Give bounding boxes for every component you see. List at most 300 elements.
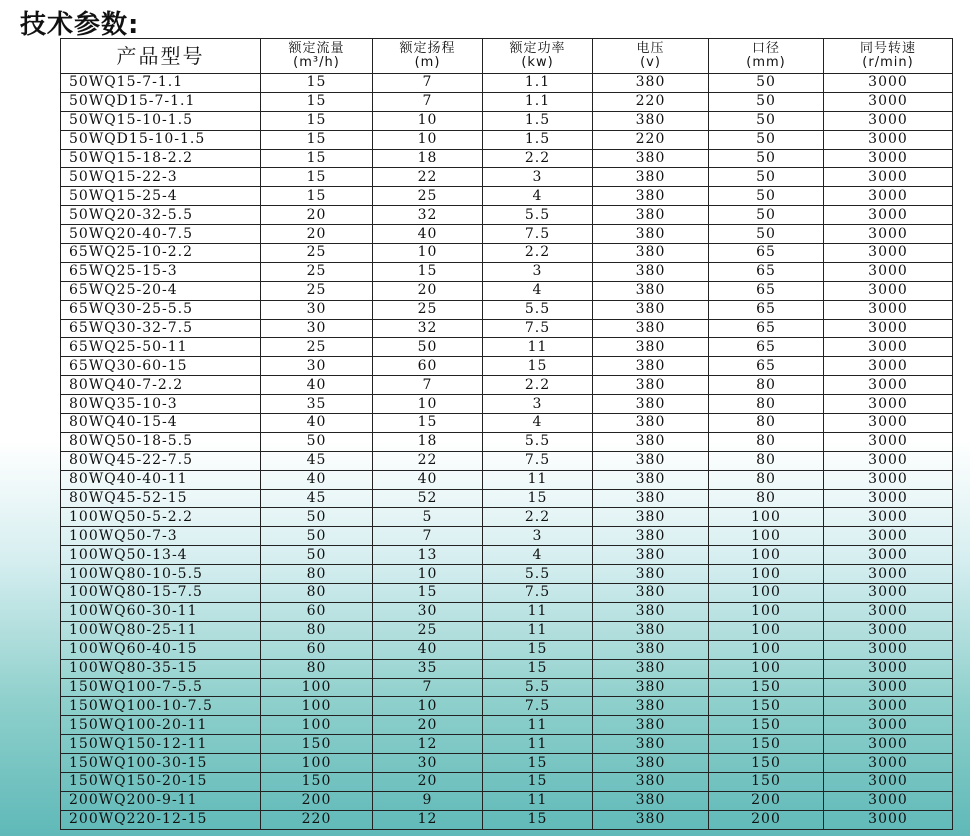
cell-voltage: 380 <box>593 432 709 451</box>
cell-model: 150WQ100-10-7.5 <box>61 697 261 716</box>
cell-head: 22 <box>373 451 483 470</box>
cell-voltage: 380 <box>593 659 709 678</box>
cell-power: 2.2 <box>483 376 593 395</box>
cell-caliber: 50 <box>709 149 824 168</box>
cell-flow: 50 <box>261 546 373 565</box>
cell-power: 11 <box>483 791 593 810</box>
cell-flow: 40 <box>261 470 373 489</box>
cell-head: 10 <box>373 244 483 263</box>
cell-flow: 35 <box>261 395 373 414</box>
cell-head: 30 <box>373 602 483 621</box>
cell-model: 150WQ100-30-15 <box>61 754 261 773</box>
cell-head: 7 <box>373 74 483 93</box>
cell-power: 5.5 <box>483 300 593 319</box>
cell-model: 100WQ80-15-7.5 <box>61 584 261 603</box>
cell-voltage: 380 <box>593 470 709 489</box>
cell-head: 30 <box>373 754 483 773</box>
cell-flow: 25 <box>261 338 373 357</box>
cell-model: 100WQ80-10-5.5 <box>61 565 261 584</box>
cell-caliber: 150 <box>709 716 824 735</box>
header-caliber-unit: (mm) <box>746 55 786 70</box>
cell-head: 7 <box>373 92 483 111</box>
cell-head: 10 <box>373 697 483 716</box>
cell-speed: 3000 <box>824 149 953 168</box>
cell-flow: 15 <box>261 187 373 206</box>
cell-caliber: 65 <box>709 300 824 319</box>
header-flow-label: 额定流量 <box>288 41 345 56</box>
cell-power: 4 <box>483 546 593 565</box>
cell-caliber: 100 <box>709 527 824 546</box>
table-row <box>61 565 953 584</box>
cell-speed: 3000 <box>824 754 953 773</box>
table-row <box>61 527 953 546</box>
header-speed-label: 同号转速 <box>859 41 916 56</box>
cell-voltage: 380 <box>593 451 709 470</box>
cell-power: 15 <box>483 754 593 773</box>
cell-caliber: 80 <box>709 470 824 489</box>
cell-flow: 20 <box>261 225 373 244</box>
header-power <box>483 39 593 74</box>
cell-voltage: 220 <box>593 130 709 149</box>
cell-model: 100WQ60-40-15 <box>61 640 261 659</box>
cell-model: 100WQ60-30-11 <box>61 602 261 621</box>
cell-caliber: 50 <box>709 111 824 130</box>
cell-head: 10 <box>373 130 483 149</box>
cell-caliber: 80 <box>709 414 824 433</box>
cell-speed: 3000 <box>824 130 953 149</box>
cell-speed: 3000 <box>824 395 953 414</box>
spec-table <box>60 38 953 830</box>
cell-speed: 3000 <box>824 376 953 395</box>
cell-speed: 3000 <box>824 584 953 603</box>
cell-caliber: 65 <box>709 338 824 357</box>
table-row <box>61 470 953 489</box>
cell-head: 5 <box>373 508 483 527</box>
cell-flow: 15 <box>261 168 373 187</box>
cell-voltage: 380 <box>593 810 709 829</box>
cell-flow: 50 <box>261 527 373 546</box>
cell-head: 7 <box>373 376 483 395</box>
cell-flow: 25 <box>261 244 373 263</box>
cell-voltage: 380 <box>593 565 709 584</box>
cell-speed: 3000 <box>824 508 953 527</box>
cell-caliber: 80 <box>709 376 824 395</box>
cell-head: 35 <box>373 659 483 678</box>
cell-flow: 100 <box>261 678 373 697</box>
table-row <box>61 338 953 357</box>
cell-voltage: 380 <box>593 74 709 93</box>
cell-speed: 3000 <box>824 602 953 621</box>
cell-power: 4 <box>483 281 593 300</box>
cell-model: 50WQ15-10-1.5 <box>61 111 261 130</box>
cell-speed: 3000 <box>824 111 953 130</box>
header-voltage-label: 电压 <box>636 41 665 56</box>
cell-model: 65WQ25-10-2.2 <box>61 244 261 263</box>
cell-flow: 60 <box>261 602 373 621</box>
cell-model: 100WQ80-25-11 <box>61 621 261 640</box>
cell-voltage: 380 <box>593 206 709 225</box>
table-row <box>61 697 953 716</box>
cell-flow: 80 <box>261 659 373 678</box>
cell-voltage: 380 <box>593 678 709 697</box>
cell-model: 50WQ15-7-1.1 <box>61 74 261 93</box>
cell-model: 80WQ45-22-7.5 <box>61 451 261 470</box>
cell-head: 18 <box>373 432 483 451</box>
cell-speed: 3000 <box>824 319 953 338</box>
cell-speed: 3000 <box>824 225 953 244</box>
cell-head: 12 <box>373 735 483 754</box>
cell-caliber: 65 <box>709 262 824 281</box>
cell-head: 13 <box>373 546 483 565</box>
cell-head: 32 <box>373 319 483 338</box>
table-row <box>61 206 953 225</box>
cell-speed: 3000 <box>824 432 953 451</box>
header-model: 产品型号 <box>61 39 261 74</box>
cell-speed: 3000 <box>824 206 953 225</box>
cell-model: 100WQ50-5-2.2 <box>61 508 261 527</box>
cell-flow: 40 <box>261 376 373 395</box>
cell-power: 11 <box>483 621 593 640</box>
cell-speed: 3000 <box>824 281 953 300</box>
cell-power: 11 <box>483 735 593 754</box>
cell-caliber: 100 <box>709 621 824 640</box>
cell-power: 15 <box>483 357 593 376</box>
cell-model: 50WQ20-32-5.5 <box>61 206 261 225</box>
cell-flow: 30 <box>261 319 373 338</box>
table-row <box>61 621 953 640</box>
cell-flow: 45 <box>261 451 373 470</box>
cell-voltage: 380 <box>593 754 709 773</box>
cell-model: 65WQ25-20-4 <box>61 281 261 300</box>
table-row <box>61 678 953 697</box>
header-head-label: 额定扬程 <box>399 41 456 56</box>
table-row <box>61 225 953 244</box>
cell-speed: 3000 <box>824 697 953 716</box>
cell-caliber: 80 <box>709 451 824 470</box>
cell-head: 22 <box>373 168 483 187</box>
table-row <box>61 772 953 791</box>
header-flow-unit: (m³/h) <box>293 55 340 70</box>
cell-caliber: 80 <box>709 489 824 508</box>
header-voltage <box>593 39 709 74</box>
table-row <box>61 432 953 451</box>
cell-model: 50WQD15-7-1.1 <box>61 92 261 111</box>
cell-power: 15 <box>483 810 593 829</box>
header-speed <box>824 39 953 74</box>
cell-power: 4 <box>483 414 593 433</box>
header-voltage-unit: (v) <box>640 55 661 70</box>
cell-voltage: 380 <box>593 584 709 603</box>
header-caliber-label: 口径 <box>751 41 780 56</box>
cell-model: 200WQ200-9-11 <box>61 791 261 810</box>
header-power-label: 额定功率 <box>509 41 566 56</box>
cell-voltage: 380 <box>593 716 709 735</box>
cell-voltage: 380 <box>593 187 709 206</box>
cell-speed: 3000 <box>824 300 953 319</box>
cell-power: 5.5 <box>483 432 593 451</box>
cell-power: 3 <box>483 262 593 281</box>
cell-head: 40 <box>373 640 483 659</box>
cell-voltage: 380 <box>593 489 709 508</box>
cell-flow: 30 <box>261 357 373 376</box>
table-row <box>61 92 953 111</box>
cell-speed: 3000 <box>824 810 953 829</box>
cell-head: 15 <box>373 584 483 603</box>
cell-head: 9 <box>373 791 483 810</box>
cell-flow: 200 <box>261 791 373 810</box>
header-head-unit: (m) <box>414 55 441 70</box>
cell-voltage: 380 <box>593 319 709 338</box>
cell-power: 11 <box>483 716 593 735</box>
cell-speed: 3000 <box>824 659 953 678</box>
cell-model: 100WQ80-35-15 <box>61 659 261 678</box>
cell-model: 80WQ40-7-2.2 <box>61 376 261 395</box>
cell-voltage: 220 <box>593 92 709 111</box>
cell-speed: 3000 <box>824 338 953 357</box>
cell-flow: 50 <box>261 432 373 451</box>
cell-head: 25 <box>373 300 483 319</box>
cell-power: 1.5 <box>483 130 593 149</box>
cell-caliber: 80 <box>709 432 824 451</box>
cell-speed: 3000 <box>824 470 953 489</box>
cell-caliber: 50 <box>709 130 824 149</box>
cell-model: 80WQ45-52-15 <box>61 489 261 508</box>
cell-speed: 3000 <box>824 262 953 281</box>
cell-head: 10 <box>373 111 483 130</box>
cell-flow: 60 <box>261 640 373 659</box>
cell-voltage: 380 <box>593 414 709 433</box>
cell-voltage: 380 <box>593 395 709 414</box>
header-flow <box>261 39 373 74</box>
cell-speed: 3000 <box>824 414 953 433</box>
cell-power: 2.2 <box>483 149 593 168</box>
cell-model: 65WQ30-25-5.5 <box>61 300 261 319</box>
cell-caliber: 80 <box>709 395 824 414</box>
cell-model: 65WQ30-32-7.5 <box>61 319 261 338</box>
table-body <box>61 74 953 830</box>
table-row <box>61 281 953 300</box>
table-row <box>61 300 953 319</box>
cell-power: 11 <box>483 602 593 621</box>
cell-caliber: 65 <box>709 357 824 376</box>
cell-power: 3 <box>483 168 593 187</box>
cell-model: 80WQ40-15-4 <box>61 414 261 433</box>
cell-voltage: 380 <box>593 527 709 546</box>
cell-head: 25 <box>373 187 483 206</box>
cell-voltage: 380 <box>593 735 709 754</box>
table-row <box>61 584 953 603</box>
cell-caliber: 50 <box>709 206 824 225</box>
cell-power: 11 <box>483 338 593 357</box>
cell-caliber: 100 <box>709 602 824 621</box>
cell-voltage: 380 <box>593 168 709 187</box>
cell-caliber: 100 <box>709 659 824 678</box>
table-row <box>61 168 953 187</box>
header-caliber <box>709 39 824 74</box>
cell-speed: 3000 <box>824 716 953 735</box>
cell-head: 52 <box>373 489 483 508</box>
cell-flow: 150 <box>261 772 373 791</box>
cell-caliber: 50 <box>709 225 824 244</box>
cell-caliber: 65 <box>709 281 824 300</box>
cell-head: 25 <box>373 621 483 640</box>
table-row <box>61 111 953 130</box>
cell-caliber: 150 <box>709 772 824 791</box>
cell-voltage: 380 <box>593 357 709 376</box>
cell-speed: 3000 <box>824 678 953 697</box>
table-row <box>61 602 953 621</box>
cell-model: 150WQ100-20-11 <box>61 716 261 735</box>
table-row <box>61 262 953 281</box>
cell-flow: 100 <box>261 754 373 773</box>
table-row <box>61 395 953 414</box>
table-row <box>61 187 953 206</box>
cell-voltage: 380 <box>593 338 709 357</box>
cell-speed: 3000 <box>824 244 953 263</box>
cell-speed: 3000 <box>824 92 953 111</box>
cell-caliber: 150 <box>709 697 824 716</box>
cell-speed: 3000 <box>824 772 953 791</box>
table-header-row <box>61 39 953 74</box>
cell-head: 40 <box>373 470 483 489</box>
cell-voltage: 380 <box>593 262 709 281</box>
table-row <box>61 508 953 527</box>
cell-voltage: 380 <box>593 772 709 791</box>
cell-head: 7 <box>373 527 483 546</box>
cell-model: 50WQ15-18-2.2 <box>61 149 261 168</box>
cell-model: 50WQ20-40-7.5 <box>61 225 261 244</box>
cell-model: 80WQ40-40-11 <box>61 470 261 489</box>
cell-head: 10 <box>373 565 483 584</box>
cell-flow: 50 <box>261 508 373 527</box>
header-speed-unit: (r/min) <box>862 55 914 70</box>
cell-flow: 15 <box>261 74 373 93</box>
table-row <box>61 791 953 810</box>
cell-head: 15 <box>373 262 483 281</box>
cell-caliber: 200 <box>709 810 824 829</box>
cell-voltage: 380 <box>593 546 709 565</box>
cell-flow: 80 <box>261 621 373 640</box>
cell-model: 50WQ15-22-3 <box>61 168 261 187</box>
cell-power: 5.5 <box>483 565 593 584</box>
cell-model: 50WQD15-10-1.5 <box>61 130 261 149</box>
cell-model: 150WQ150-12-11 <box>61 735 261 754</box>
cell-voltage: 380 <box>593 244 709 263</box>
cell-power: 4 <box>483 187 593 206</box>
cell-voltage: 380 <box>593 508 709 527</box>
cell-speed: 3000 <box>824 640 953 659</box>
table-row <box>61 659 953 678</box>
cell-flow: 30 <box>261 300 373 319</box>
cell-flow: 15 <box>261 92 373 111</box>
cell-caliber: 150 <box>709 735 824 754</box>
cell-speed: 3000 <box>824 168 953 187</box>
cell-power: 15 <box>483 659 593 678</box>
cell-head: 50 <box>373 338 483 357</box>
table-row <box>61 74 953 93</box>
cell-model: 100WQ50-13-4 <box>61 546 261 565</box>
cell-head: 15 <box>373 414 483 433</box>
cell-flow: 15 <box>261 111 373 130</box>
cell-power: 5.5 <box>483 206 593 225</box>
table-row <box>61 130 953 149</box>
cell-speed: 3000 <box>824 357 953 376</box>
cell-speed: 3000 <box>824 187 953 206</box>
cell-flow: 80 <box>261 565 373 584</box>
cell-flow: 220 <box>261 810 373 829</box>
cell-voltage: 380 <box>593 640 709 659</box>
cell-model: 100WQ50-7-3 <box>61 527 261 546</box>
cell-head: 40 <box>373 225 483 244</box>
cell-model: 150WQ100-7-5.5 <box>61 678 261 697</box>
cell-flow: 100 <box>261 716 373 735</box>
cell-power: 1.1 <box>483 74 593 93</box>
cell-caliber: 50 <box>709 187 824 206</box>
cell-speed: 3000 <box>824 565 953 584</box>
cell-caliber: 50 <box>709 74 824 93</box>
cell-head: 12 <box>373 810 483 829</box>
cell-speed: 3000 <box>824 451 953 470</box>
header-head <box>373 39 483 74</box>
cell-speed: 3000 <box>824 791 953 810</box>
cell-flow: 80 <box>261 584 373 603</box>
header-power-unit: (kw) <box>521 55 554 70</box>
cell-voltage: 380 <box>593 621 709 640</box>
cell-voltage: 380 <box>593 697 709 716</box>
cell-power: 7.5 <box>483 584 593 603</box>
cell-flow: 45 <box>261 489 373 508</box>
table-row <box>61 376 953 395</box>
cell-speed: 3000 <box>824 489 953 508</box>
cell-caliber: 50 <box>709 92 824 111</box>
cell-flow: 25 <box>261 262 373 281</box>
cell-power: 2.2 <box>483 508 593 527</box>
cell-caliber: 65 <box>709 244 824 263</box>
cell-caliber: 100 <box>709 640 824 659</box>
cell-power: 7.5 <box>483 225 593 244</box>
cell-head: 10 <box>373 395 483 414</box>
cell-caliber: 50 <box>709 168 824 187</box>
table-row <box>61 451 953 470</box>
cell-voltage: 380 <box>593 376 709 395</box>
cell-power: 11 <box>483 470 593 489</box>
table-row <box>61 319 953 338</box>
cell-head: 60 <box>373 357 483 376</box>
cell-flow: 40 <box>261 414 373 433</box>
cell-speed: 3000 <box>824 74 953 93</box>
cell-flow: 150 <box>261 735 373 754</box>
cell-head: 18 <box>373 149 483 168</box>
table-row <box>61 546 953 565</box>
cell-power: 3 <box>483 395 593 414</box>
cell-head: 20 <box>373 716 483 735</box>
cell-power: 3 <box>483 527 593 546</box>
cell-voltage: 380 <box>593 300 709 319</box>
cell-power: 7.5 <box>483 451 593 470</box>
cell-power: 7.5 <box>483 319 593 338</box>
cell-caliber: 150 <box>709 754 824 773</box>
cell-model: 80WQ35-10-3 <box>61 395 261 414</box>
cell-caliber: 150 <box>709 678 824 697</box>
cell-model: 150WQ150-20-15 <box>61 772 261 791</box>
cell-flow: 25 <box>261 281 373 300</box>
table-row <box>61 754 953 773</box>
cell-voltage: 380 <box>593 281 709 300</box>
table-row <box>61 244 953 263</box>
cell-model: 65WQ30-60-15 <box>61 357 261 376</box>
cell-power: 1.5 <box>483 111 593 130</box>
table-row <box>61 735 953 754</box>
